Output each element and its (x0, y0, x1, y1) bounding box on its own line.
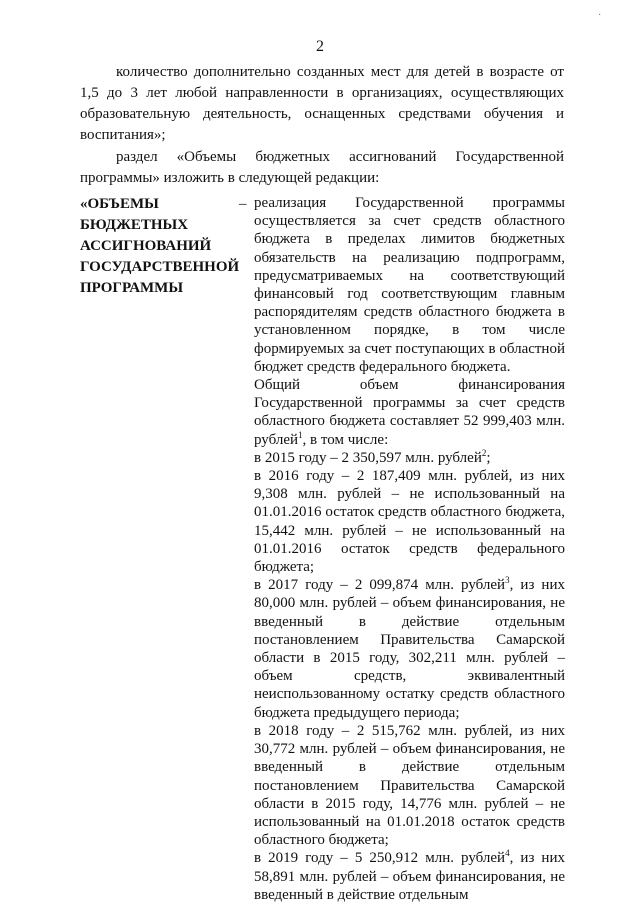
year-2016-paragraph: в 2016 году – 2 187,409 млн. рублей, из них 9,308 млн. рублей – не использованный на 01.01.2016 остаток средств областного бюджета, 15,442 млн. рублей – не использованный на 01.01.2016 остаток средств федерального бюджета; (254, 468, 565, 576)
footnote-mark: 3 (505, 575, 510, 586)
implementation-paragraph: реализация Государственной программы осуществляется за счет средств областного бюджета в пределах лимитов бюджетных обязательств на реализацию подпрограмм, предусматриваемых на соответствующий финансовый год соответствующим главным распорядителям средств областного бюджета в установленном порядке, в том числе формируемых за счет поступающих в областной бюджет средств федерального бюджета. (254, 195, 565, 375)
year-2018-paragraph: в 2018 году – 2 515,762 млн. рублей, из них 30,772 млн. рублей – объем финансирования, не введенный в действие отдельным постановлением Правительства Самарской области в 2015 году, 14,776 млн. рублей – не использованный на 01.01.2018 остаток средств областного бюджета; (254, 722, 565, 849)
footnote-mark: 2 (481, 447, 487, 458)
year-2015-paragraph: в 2015 году – 2 350,597 млн. рублей$^2$; (254, 447, 491, 466)
corner-mark: · (598, 10, 602, 21)
budget-section-body (254, 194, 565, 904)
section-paragraph: раздел «Объемы бюджетных ассигнований Государственной программы» изложить в следующей редакции: (80, 149, 564, 186)
year-2017-paragraph: в 2017 году – 2 099,874 млн. рублей$^3$, из них 80,000 млн. рублей – объем финансирования, не введенный в действие отдельным постановлением Правительства Самарской области в 2015 году, 302,211 млн. рублей – объем средств, эквивалентный неиспользованному остатку средств областного бюджета предыдущего периода; (254, 575, 565, 721)
title-dash: – (239, 196, 247, 212)
footnote-mark: 1 (298, 429, 303, 440)
total-financing-paragraph: Общий объем финансирования Государственной программы за счет средств областного бюджета составляет 52 999,403 млн. рублей$^1$, в том числе: (254, 377, 565, 448)
intro-paragraph: количество дополнительно созданных мест для детей в возрасте от 1,5 до 3 лет любой направленности в организациях, осуществляющих образовательную деятельность, оснащенных средствами обучения и воспитания»; (80, 64, 564, 143)
year-2019-paragraph: в 2019 году – 5 250,912 млн. рублей$^4$, из них 58,891 млн. рублей – объем финансирования, не введенный в действие отдельным (254, 848, 565, 903)
budget-section-title: «ОБЪЕМЫ БЮДЖЕТНЫХ АССИГНОВАНИЙ ГОСУДАРСТВЕННОЙ ПРОГРАММЫ (80, 196, 240, 296)
page-number: 2 (316, 38, 324, 55)
footnote-mark: 4 (505, 848, 510, 859)
